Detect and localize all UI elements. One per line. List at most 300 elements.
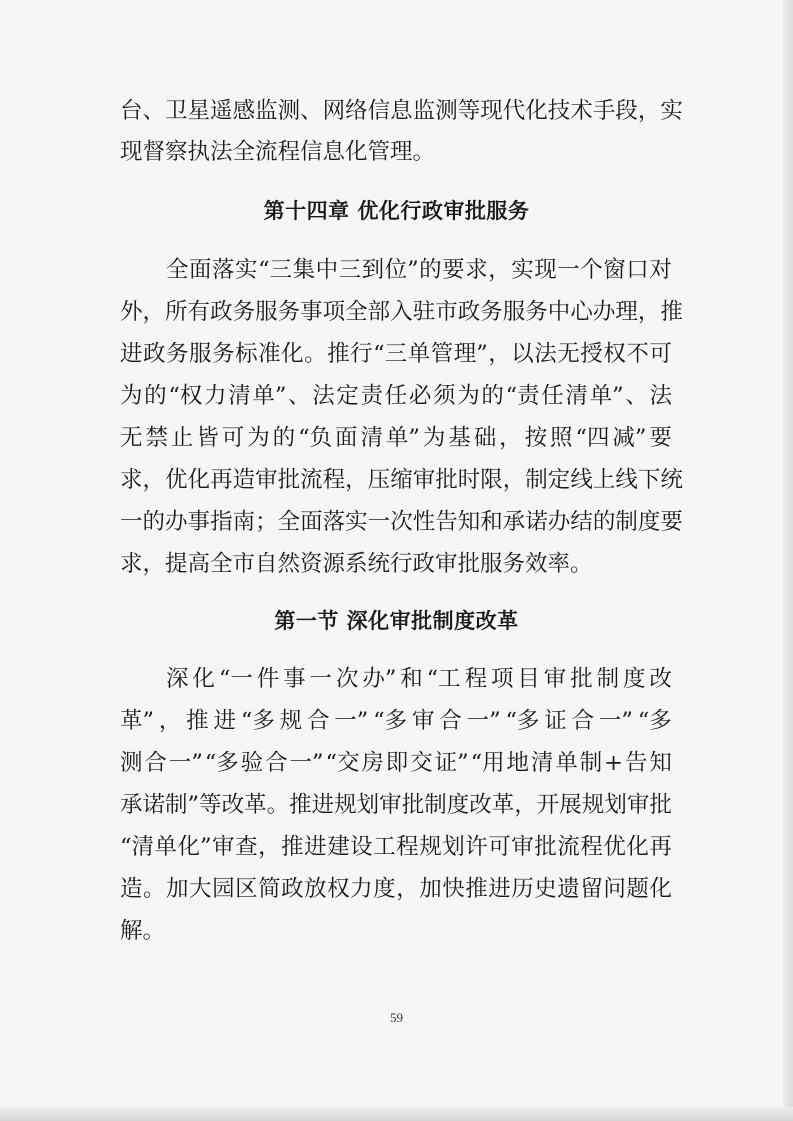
text-token: 证” <box>434 750 469 776</box>
text-token: 造 <box>232 467 256 493</box>
text-token: 实 <box>345 509 368 535</box>
text-token: 单 <box>555 750 578 776</box>
text-token: 。 <box>304 341 327 367</box>
text-token: 办 <box>592 299 616 325</box>
text-token: ， <box>142 299 166 325</box>
text-token: 口 <box>626 257 649 283</box>
text-token: 务 <box>232 299 256 325</box>
text-token: ， <box>142 467 166 493</box>
text-token: 推 <box>660 299 683 325</box>
text-token: “权 <box>168 383 203 409</box>
text-token: 程 <box>464 666 488 692</box>
text-token: 标 <box>235 341 258 367</box>
text-token: 必 <box>408 383 432 409</box>
text-token: 止 <box>170 425 194 451</box>
text-token: 规 <box>581 792 605 818</box>
text-token: 流 <box>557 834 580 860</box>
text-token: 一” <box>466 708 501 734</box>
text-token: 革 <box>244 792 267 818</box>
text-token: “一 <box>218 666 253 692</box>
text-token: 即 <box>385 750 409 776</box>
text-token: “多 <box>240 708 275 734</box>
scan-edge-bottom <box>0 1107 793 1121</box>
text-token: 无 <box>120 425 143 451</box>
text-token: 单 <box>154 834 178 860</box>
text-token: 制 <box>424 792 447 818</box>
text-token: 推 <box>186 708 209 734</box>
body-line <box>120 297 683 327</box>
text-token: 一 <box>557 257 580 283</box>
text-token: 诺 <box>142 792 166 818</box>
text-token: 审 <box>212 834 235 860</box>
text-token: 加 <box>166 876 189 902</box>
text-token: 政 <box>457 299 481 325</box>
body-line: 解。 <box>120 918 166 944</box>
text-token: 单” <box>252 383 287 409</box>
body-line <box>120 507 683 537</box>
text-token: 承 <box>120 792 143 818</box>
text-token: 一” <box>289 750 324 776</box>
text-token: 进 <box>311 792 335 818</box>
text-token: 简 <box>258 876 281 902</box>
text-token: 测 <box>277 98 301 124</box>
text-token: 权 <box>603 341 626 367</box>
text-token: 信 <box>367 98 391 124</box>
text-token: 制 <box>596 666 620 692</box>
text-token: 面 <box>300 509 323 535</box>
text-token: 求 <box>465 257 488 283</box>
text-token: 加 <box>419 876 442 902</box>
text-token: 政 <box>210 299 233 325</box>
text-token: + <box>604 750 624 776</box>
text-token: 批 <box>401 792 425 818</box>
text-token: 权 <box>327 876 350 902</box>
text-token: 验 <box>240 750 264 776</box>
text-token: 项 <box>322 299 346 325</box>
text-token: 再 <box>210 467 233 493</box>
text-token: 政 <box>143 341 166 367</box>
text-token: 清 <box>360 425 383 451</box>
text-token: 批 <box>534 834 557 860</box>
text-token: 缩 <box>390 467 413 493</box>
text-token: 求 <box>120 467 143 493</box>
text-token: 指 <box>210 509 233 535</box>
text-token: 的 <box>144 383 167 409</box>
body-line <box>120 874 672 904</box>
text-token: 化 <box>626 834 649 860</box>
scan-edge-right <box>783 0 793 1121</box>
text-token: 务 <box>166 341 189 367</box>
text-token: 面 <box>189 257 212 283</box>
text-token: 题 <box>626 876 649 902</box>
text-token: 力 <box>350 876 373 902</box>
text-token: 放 <box>304 876 327 902</box>
text-token: 按 <box>524 425 548 451</box>
text-token: 单 <box>407 341 431 367</box>
section-heading: 第一节 深化审批制度改革 <box>274 608 519 633</box>
text-token: 、 <box>625 383 648 409</box>
text-token: 星 <box>187 98 211 124</box>
body-line <box>120 790 672 820</box>
text-token: 告 <box>435 509 458 535</box>
text-token: 制” <box>165 792 200 818</box>
text-token: 进 <box>213 708 236 734</box>
text-token: 清 <box>228 383 251 409</box>
text-token: 一” <box>598 708 633 734</box>
text-token: 规 <box>419 834 442 860</box>
text-token: 程 <box>396 834 419 860</box>
text-token: 统 <box>660 467 683 493</box>
text-token: 服 <box>255 299 278 325</box>
text-token: 服 <box>189 341 212 367</box>
body-line <box>120 96 683 126</box>
text-token: 监 <box>255 98 278 124</box>
text-token: 承 <box>502 509 526 535</box>
text-token: 代 <box>502 98 526 124</box>
text-token: 化 <box>281 341 304 367</box>
text-token: 事 <box>187 509 211 535</box>
text-token: “责 <box>505 383 540 409</box>
text-token: 地 <box>506 750 529 776</box>
text-token: “用 <box>470 750 505 776</box>
text-token: ， <box>502 467 526 493</box>
text-token: 证 <box>544 708 567 734</box>
text-token: 为 <box>247 425 270 451</box>
text-token: 线 <box>615 467 638 493</box>
text-token: 制 <box>525 467 548 493</box>
text-token: “多 <box>505 708 540 734</box>
text-token: 实 <box>660 98 683 124</box>
text-token: 留 <box>580 876 603 902</box>
text-token: ， <box>637 98 661 124</box>
body-line <box>120 339 672 369</box>
text-token: 集 <box>292 257 316 283</box>
text-token: 的 <box>481 383 504 409</box>
text-token: 查 <box>235 834 258 860</box>
text-token: 程 <box>580 834 603 860</box>
text-token: 深 <box>166 666 189 692</box>
text-token: “三 <box>258 257 293 283</box>
text-token: 知 <box>457 509 481 535</box>
text-token: 准 <box>258 341 281 367</box>
text-token: 减” <box>612 425 647 451</box>
text-token: 无 <box>557 341 580 367</box>
text-token: 法 <box>312 383 335 409</box>
text-token: 审 <box>626 792 650 818</box>
text-token: 目 <box>517 666 540 692</box>
text-token: “工 <box>426 666 461 692</box>
text-token: 实 <box>511 257 534 283</box>
text-token: 以 <box>511 341 534 367</box>
text-token: “交 <box>325 750 360 776</box>
text-token: 行 <box>350 341 373 367</box>
text-token: 批 <box>277 467 301 493</box>
text-token: 落 <box>212 257 235 283</box>
text-token: 要 <box>442 257 465 283</box>
text-token: 窗 <box>603 257 626 283</box>
text-token: 网 <box>322 98 346 124</box>
text-token: “清 <box>120 834 155 860</box>
text-token: 。 <box>143 876 166 902</box>
text-token: ， <box>345 467 368 493</box>
body-line <box>120 465 683 495</box>
text-token: 程 <box>322 467 346 493</box>
text-token: 推 <box>281 834 304 860</box>
text-token: 许 <box>465 834 488 860</box>
text-token: 所 <box>165 299 188 325</box>
text-token: 础 <box>473 425 497 451</box>
text-token: 务 <box>480 299 503 325</box>
text-token: 度 <box>623 666 646 692</box>
text-token: 和 <box>480 509 503 535</box>
text-token: “三 <box>373 341 408 367</box>
text-token: 交 <box>410 750 433 776</box>
text-token: 单” <box>385 425 420 451</box>
body-line: 现督察执法全流程信息化管理。 <box>120 139 436 165</box>
text-token: 等 <box>457 98 481 124</box>
text-token: 法 <box>534 341 557 367</box>
text-token: 度 <box>373 876 396 902</box>
text-token: 单” <box>589 383 624 409</box>
text-token: ， <box>488 257 511 283</box>
text-token: 、 <box>288 383 311 409</box>
body-line <box>120 706 672 736</box>
text-token: 上 <box>592 467 616 493</box>
text-token: 遗 <box>557 876 580 902</box>
text-token: 造 <box>120 876 143 902</box>
text-token: 测 <box>435 98 458 124</box>
text-token: 的 <box>272 425 296 451</box>
text-token: 时 <box>457 467 481 493</box>
text-token: 一 <box>309 666 333 692</box>
text-token: 理” <box>453 341 488 367</box>
text-token: 改 <box>469 792 492 818</box>
body-line: 求，提高全市自然资源系统行政审批服务效率。 <box>120 551 593 577</box>
paragraph-first-line <box>166 255 672 285</box>
text-token: 对 <box>649 257 672 283</box>
text-token: 审 <box>255 467 278 493</box>
text-token: 落 <box>322 509 346 535</box>
text-token: 到 <box>361 257 385 283</box>
text-token: 改 <box>649 666 672 692</box>
text-token: 监 <box>412 98 436 124</box>
text-token: 测 <box>120 750 143 776</box>
text-token: 优 <box>165 467 188 493</box>
text-token: 定 <box>336 383 359 409</box>
text-token: “负 <box>298 425 333 451</box>
text-token: 中 <box>315 257 339 283</box>
text-token: 化 <box>649 876 672 902</box>
text-token: 制 <box>579 750 603 776</box>
text-token: 规 <box>279 708 303 734</box>
text-token: 革” <box>120 708 155 734</box>
text-token: 办” <box>362 666 397 692</box>
chapter-heading: 第十四章 优化行政审批服务 <box>263 198 530 223</box>
text-token: 现 <box>534 257 557 283</box>
text-token: 进 <box>304 834 327 860</box>
text-token: 大 <box>189 876 212 902</box>
text-token: 段 <box>615 98 638 124</box>
text-token: 市 <box>435 299 458 325</box>
text-token: 管 <box>430 341 454 367</box>
text-token: 事 <box>300 299 323 325</box>
text-token: 全 <box>277 509 301 535</box>
text-token: 面 <box>335 425 358 451</box>
text-token: 合 <box>265 750 288 776</box>
text-token: ， <box>396 876 419 902</box>
text-token: 优 <box>603 834 626 860</box>
text-token: 划 <box>356 792 380 818</box>
text-token: 部 <box>367 299 391 325</box>
text-token: 卫 <box>165 98 188 124</box>
text-token: 为 <box>422 425 446 451</box>
text-token: 基 <box>448 425 471 451</box>
text-token: 审 <box>543 666 567 692</box>
text-token: 知 <box>649 750 672 776</box>
text-token: 中 <box>547 299 571 325</box>
text-token: 位” <box>384 257 419 283</box>
text-token: 定 <box>547 467 571 493</box>
page-number: 59 <box>390 1010 403 1025</box>
text-token: ， <box>637 299 661 325</box>
text-token: 为 <box>120 383 143 409</box>
text-token: 事 <box>283 666 306 692</box>
text-token: 化” <box>177 834 212 860</box>
text-token: 开 <box>536 792 560 818</box>
text-token: 办 <box>547 509 571 535</box>
text-token: 推 <box>289 792 312 818</box>
text-token: 制 <box>615 509 638 535</box>
text-token: 和 <box>400 666 423 692</box>
text-token: 审 <box>412 467 436 493</box>
text-token: 限 <box>480 467 503 493</box>
text-token: 审 <box>511 834 534 860</box>
text-token: 要 <box>660 509 683 535</box>
text-token: 度 <box>637 509 661 535</box>
text-token: 合 <box>306 708 330 734</box>
text-token: 划 <box>604 792 627 818</box>
text-token: 法 <box>649 383 672 409</box>
text-token: 推 <box>327 341 350 367</box>
text-token: 驻 <box>412 299 436 325</box>
text-token: 力 <box>204 383 227 409</box>
text-token: 改 <box>221 792 245 818</box>
text-token: 一” <box>334 708 369 734</box>
text-token: 技 <box>547 98 571 124</box>
text-token: 感 <box>232 98 256 124</box>
text-token: 任 <box>384 383 408 409</box>
text-token: 一 <box>367 509 391 535</box>
text-token: 禁 <box>145 425 168 451</box>
text-token: 审 <box>411 708 435 734</box>
text-token: 务 <box>525 299 548 325</box>
text-token: 线 <box>570 467 593 493</box>
text-token: 进 <box>488 876 511 902</box>
text-token: 区 <box>235 876 258 902</box>
text-token: 南 <box>232 509 256 535</box>
text-token: 批 <box>570 666 593 692</box>
text-token: 、 <box>300 98 323 124</box>
text-token: 息 <box>390 98 413 124</box>
text-token: 可 <box>221 425 245 451</box>
text-token: 化 <box>525 98 548 124</box>
text-token: 全 <box>345 299 368 325</box>
text-token: 快 <box>442 876 465 902</box>
text-token: 等 <box>199 792 222 818</box>
text-token: 问 <box>603 876 626 902</box>
text-token: 清 <box>565 383 588 409</box>
text-token: 批 <box>435 467 458 493</box>
text-token: 有 <box>187 299 211 325</box>
body-line <box>120 423 672 453</box>
text-token: 全 <box>166 257 189 283</box>
text-token: 台、 <box>120 98 166 124</box>
text-token: 化 <box>192 666 215 692</box>
text-token: “多 <box>373 708 408 734</box>
text-token: 入 <box>390 299 413 325</box>
text-token: 推 <box>465 876 488 902</box>
text-token: 不 <box>626 341 649 367</box>
text-token: 性 <box>412 509 436 535</box>
text-token: “多 <box>204 750 239 776</box>
text-token: 建 <box>327 834 350 860</box>
text-token: 清 <box>530 750 554 776</box>
body-line <box>120 832 672 862</box>
text-token: 三 <box>338 257 362 283</box>
text-token: 一 <box>120 509 143 535</box>
text-token: 服 <box>502 299 526 325</box>
text-token: 下 <box>637 467 661 493</box>
paragraph-first-line <box>166 664 672 694</box>
body-line <box>120 748 672 778</box>
text-token: 办 <box>165 509 188 535</box>
text-token: 皆 <box>196 425 219 451</box>
text-token: 园 <box>212 876 235 902</box>
text-token: 为 <box>457 383 480 409</box>
text-token: 件 <box>256 666 280 692</box>
text-token: 设 <box>350 834 373 860</box>
text-token: ， <box>158 708 182 734</box>
text-token: ； <box>255 509 278 535</box>
text-token: 照 <box>550 425 573 451</box>
text-token: 现 <box>480 98 503 124</box>
text-token: 理 <box>615 299 638 325</box>
text-token: 的 <box>592 509 616 535</box>
text-token: 告 <box>624 750 648 776</box>
text-token: 合 <box>571 708 595 734</box>
text-token: 革 <box>491 792 515 818</box>
text-token: 心 <box>570 299 593 325</box>
text-token: 压 <box>367 467 391 493</box>
text-token: 度 <box>446 792 470 818</box>
text-token: 规 <box>334 792 357 818</box>
text-token: 结 <box>570 509 593 535</box>
text-token: 实 <box>235 257 258 283</box>
text-token: 批 <box>649 792 672 818</box>
text-token: 一” <box>168 750 203 776</box>
text-token: ， <box>499 425 522 451</box>
text-token: 工 <box>373 834 396 860</box>
text-token: 可 <box>649 341 672 367</box>
text-token: ， <box>514 792 537 818</box>
text-token: 合 <box>439 708 462 734</box>
text-token: 手 <box>592 98 616 124</box>
text-token: 次 <box>335 666 359 692</box>
text-token: 务 <box>277 299 301 325</box>
text-token: ， <box>258 834 281 860</box>
text-token: 史 <box>534 876 557 902</box>
text-token: 术 <box>570 98 593 124</box>
